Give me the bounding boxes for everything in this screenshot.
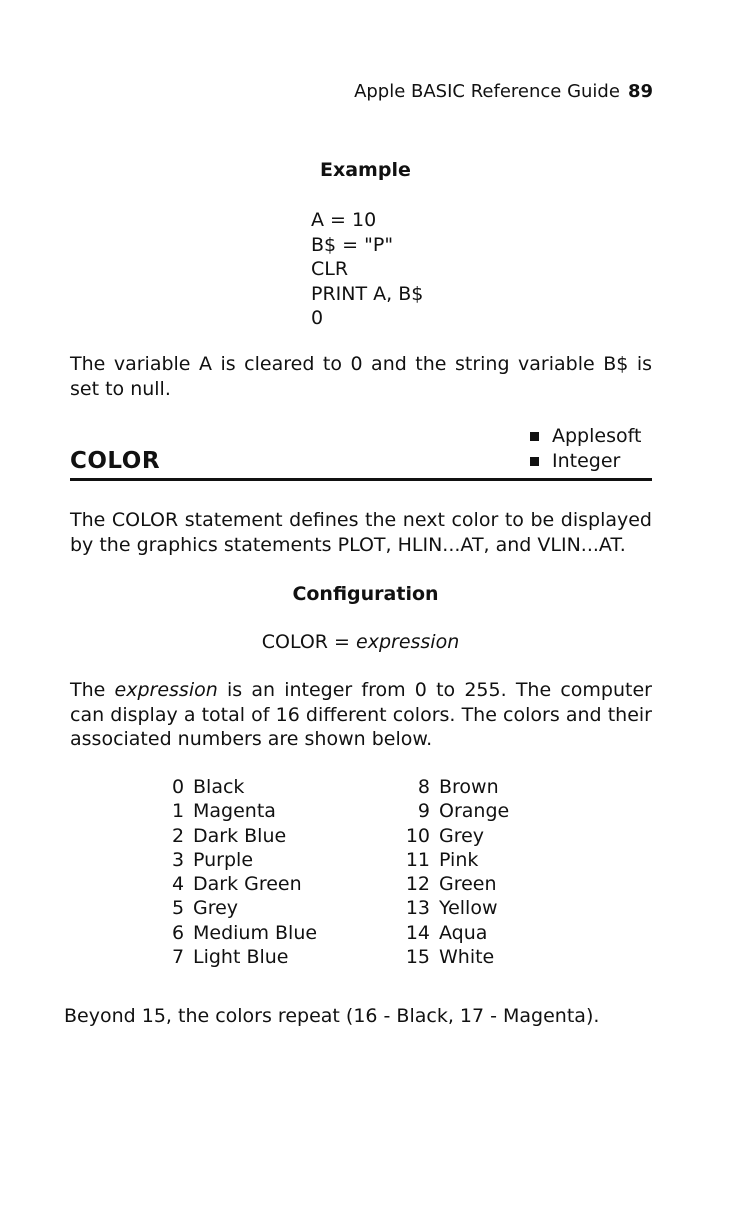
- color-number: 5: [172, 897, 185, 920]
- section-title: COLOR: [70, 448, 161, 474]
- color-name: Light Blue: [193, 946, 289, 969]
- color-number: 11: [405, 848, 430, 871]
- code-line: B$ = "P": [311, 233, 394, 256]
- color-name: White: [439, 946, 495, 969]
- color-row: [172, 921, 317, 945]
- color-row: [172, 799, 317, 823]
- color-name: Grey: [439, 824, 485, 847]
- color-number: 12: [405, 873, 430, 896]
- syntax-keyword: COLOR =: [261, 631, 350, 653]
- color-name: Grey: [193, 897, 239, 920]
- syntax-param: expression: [356, 631, 460, 653]
- color-row: [172, 775, 317, 799]
- color-row: [404, 896, 509, 920]
- color-row: [172, 848, 317, 872]
- tag-integer: [530, 449, 641, 474]
- color-name: Brown: [439, 776, 499, 798]
- color-number: 13: [405, 897, 430, 920]
- tag-applesoft: [530, 424, 641, 449]
- color-name: Yellow: [439, 897, 498, 920]
- color-number: 10: [405, 824, 430, 847]
- color-row: [404, 872, 509, 896]
- color-number: 7: [172, 946, 185, 969]
- color-number: 14: [405, 921, 430, 944]
- explanation-param: expression: [114, 679, 218, 701]
- example-code-block: [311, 208, 423, 331]
- color-row: [404, 824, 509, 848]
- color-number: 2: [172, 824, 185, 847]
- color-number: 6: [172, 921, 185, 944]
- syntax-line: [0, 630, 721, 654]
- color-name: Dark Blue: [193, 824, 287, 847]
- color-list-right: [404, 775, 509, 969]
- color-number: 8: [417, 776, 430, 798]
- color-name: Dark Green: [193, 873, 302, 896]
- clr-description: The variable A is cleared to 0 and the string variable B$ is set to null.: [70, 353, 652, 400]
- color-name: Purple: [193, 848, 254, 871]
- explanation-lead: The: [70, 679, 106, 701]
- configuration-heading: Configuration: [292, 583, 439, 605]
- color-row: [404, 921, 509, 945]
- code-line: A = 10: [311, 209, 377, 231]
- tag-label: Applesoft: [552, 425, 642, 447]
- color-name: Orange: [439, 800, 510, 823]
- color-name: Black: [193, 776, 245, 798]
- color-name: Magenta: [193, 800, 276, 823]
- color-number: 3: [172, 848, 185, 871]
- page-number: 89: [627, 81, 653, 102]
- color-name: Green: [439, 873, 497, 896]
- color-number: 0: [172, 776, 185, 798]
- code-line: CLR: [311, 258, 349, 280]
- code-line: PRINT A, B$: [311, 282, 424, 305]
- color-row: [404, 945, 509, 969]
- explanation-rest: is an integer from 0 to 255. The computer can display a total of 16 different colors. The colors and their associated numbers are shown below.: [70, 679, 652, 750]
- square-bullet-icon: [530, 432, 539, 441]
- color-row: [172, 872, 317, 896]
- tag-label: Integer: [552, 450, 621, 472]
- color-row: [404, 848, 509, 872]
- section-rule: [70, 478, 652, 481]
- color-name: Pink: [439, 848, 479, 871]
- color-number: 4: [172, 873, 185, 896]
- footer-note: Beyond 15, the colors repeat (16 - Black, 17 - Magenta).: [64, 1005, 600, 1027]
- color-number: 1: [172, 800, 185, 823]
- color-name: Medium Blue: [193, 921, 318, 944]
- color-name: Aqua: [439, 921, 488, 944]
- color-row: [172, 824, 317, 848]
- color-row: [404, 775, 509, 799]
- color-row: [404, 799, 509, 823]
- running-head: [0, 80, 653, 104]
- availability-tags: [530, 424, 641, 474]
- code-line: 0: [311, 307, 324, 329]
- color-number: 15: [405, 946, 430, 969]
- example-heading: Example: [320, 159, 411, 181]
- explanation-paragraph: [70, 678, 652, 752]
- square-bullet-icon: [530, 457, 539, 466]
- color-row: [172, 945, 317, 969]
- color-list-left: [172, 775, 317, 969]
- color-row: [172, 896, 317, 920]
- color-number: 9: [417, 800, 430, 823]
- running-head-title: Apple BASIC Reference Guide: [354, 81, 620, 102]
- intro-paragraph: The COLOR statement defines the next color to be displayed by the graphics statements PLOT, HLIN...AT, and VLIN...AT.: [70, 509, 652, 556]
